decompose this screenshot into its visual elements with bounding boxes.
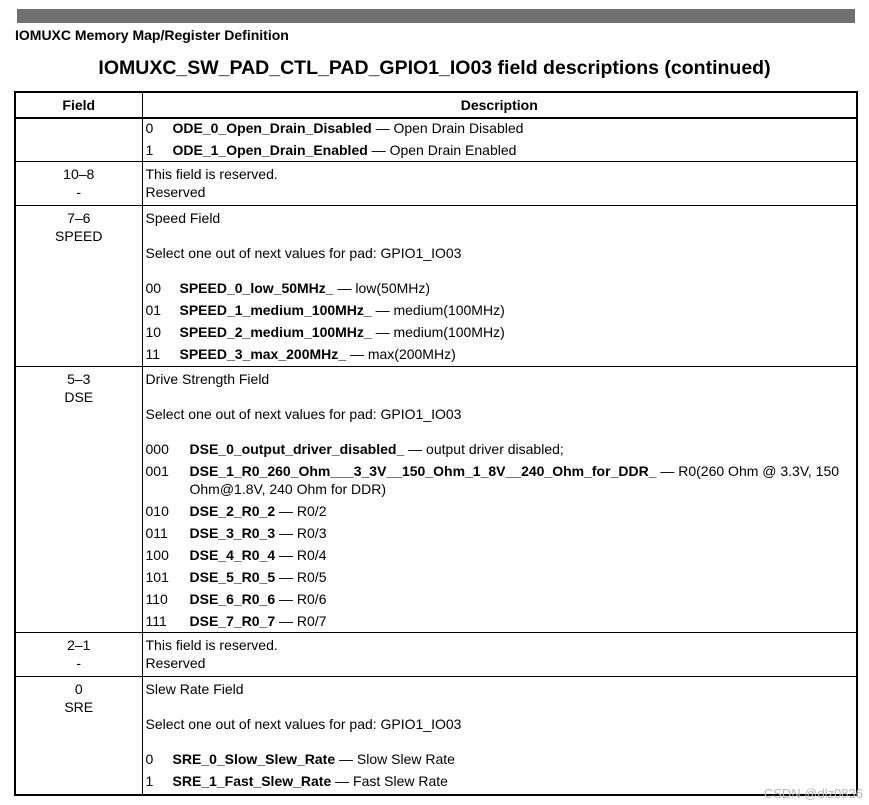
table-row-speed xyxy=(15,206,857,367)
option-separator: — xyxy=(331,773,354,789)
option-row xyxy=(146,546,853,564)
header-bar xyxy=(17,9,855,23)
option-row xyxy=(146,345,853,363)
section-title: IOMUXC Memory Map/Register Definition xyxy=(15,27,289,43)
field-title: Drive Strength Field xyxy=(145,371,270,387)
option-meaning: R0/5 xyxy=(296,569,327,585)
description-cell xyxy=(142,677,857,795)
option-code: 1 xyxy=(145,142,154,158)
option-row xyxy=(146,141,853,159)
option-name: ODE_1_Open_Drain_Enabled xyxy=(172,142,368,158)
option-row xyxy=(146,323,853,341)
option-code: 110 xyxy=(145,591,168,607)
column-header-field: Field xyxy=(15,92,142,118)
option-meaning: R0/2 xyxy=(296,503,327,519)
option-separator: — xyxy=(335,751,357,767)
option-code: 001 xyxy=(145,463,169,479)
field-descriptions-table xyxy=(14,91,858,796)
option-separator: — xyxy=(404,441,427,457)
option-name: DSE_6_R0_6 xyxy=(189,591,276,607)
option-meaning: Fast Slew Rate xyxy=(353,773,448,789)
option-code: 01 xyxy=(145,302,162,318)
option-code: 100 xyxy=(145,547,169,563)
table-header-row xyxy=(15,92,857,118)
field-name: - xyxy=(76,184,82,200)
field-cell xyxy=(15,118,142,162)
watermark: CSDN @dlz0836 xyxy=(763,786,863,801)
option-code: 00 xyxy=(145,280,162,296)
field-title: Slew Rate Field xyxy=(145,681,244,697)
option-meaning: R0/7 xyxy=(296,613,327,629)
option-name: DSE_3_R0_3 xyxy=(189,525,276,541)
option-row xyxy=(146,119,853,137)
option-separator: — xyxy=(275,569,297,585)
option-code: 010 xyxy=(145,503,169,519)
reserved-label: Reserved xyxy=(145,655,206,671)
option-code: 10 xyxy=(145,324,162,340)
reserved-text: This field is reserved. xyxy=(145,166,278,182)
option-separator: — xyxy=(346,346,368,362)
option-separator: — xyxy=(275,613,297,629)
option-row xyxy=(146,568,853,586)
option-separator: — xyxy=(656,463,679,479)
table-row-sre xyxy=(15,677,857,795)
option-separator: — xyxy=(275,547,297,563)
option-meaning: Open Drain Disabled xyxy=(393,120,524,136)
option-row xyxy=(146,524,853,542)
option-name: SPEED_2_medium_100MHz_ xyxy=(179,324,372,340)
select-text: Select one out of next values for pad: GPIO1_IO03 xyxy=(145,716,462,732)
field-name: DSE xyxy=(64,389,94,405)
field-bits: 0 xyxy=(74,681,83,697)
option-name: DSE_0_output_driver_disabled_ xyxy=(189,441,405,457)
option-code: 11 xyxy=(145,346,161,362)
option-meaning: R0/4 xyxy=(296,547,327,563)
option-row xyxy=(146,462,853,498)
option-separator: — xyxy=(275,525,297,541)
option-row xyxy=(146,502,853,520)
table-row-dse xyxy=(15,367,857,633)
option-name: DSE_5_R0_5 xyxy=(189,569,276,585)
option-separator: — xyxy=(333,280,356,296)
field-cell xyxy=(15,677,142,795)
option-separator: — xyxy=(275,503,297,519)
option-code: 101 xyxy=(145,569,169,585)
option-row xyxy=(146,301,853,319)
option-name: SRE_0_Slow_Slew_Rate xyxy=(172,751,336,767)
option-name: SPEED_0_low_50MHz_ xyxy=(179,280,334,296)
option-name: DSE_1_R0_260_Ohm___3_3V__150_Ohm_1_8V__240_Ohm_for_DDR_ xyxy=(189,463,657,479)
field-title: Speed Field xyxy=(145,210,221,226)
field-bits: 10–8 xyxy=(63,166,95,182)
option-separator: — xyxy=(371,324,394,340)
description-cell xyxy=(142,633,857,677)
field-name: SRE xyxy=(64,699,94,715)
table-row-ode xyxy=(15,118,857,162)
option-separator: — xyxy=(367,142,390,158)
select-text: Select one out of next values for pad: GPIO1_IO03 xyxy=(145,406,462,422)
option-meaning: max(200MHz) xyxy=(367,346,456,362)
option-code: 0 xyxy=(145,751,154,767)
option-meaning: low(50MHz) xyxy=(355,280,431,296)
field-name: SPEED xyxy=(55,228,103,244)
option-row xyxy=(146,772,853,790)
field-bits: 5–3 xyxy=(67,371,91,387)
field-bits: 2–1 xyxy=(67,637,91,653)
option-name: SPEED_1_medium_100MHz_ xyxy=(179,302,372,318)
option-meaning: R0(260 Ohm @ 3.3V, 150 Ohm@1.8V, 240 Ohm for DDR) xyxy=(189,463,840,497)
field-cell xyxy=(15,206,142,367)
option-code: 111 xyxy=(145,613,167,629)
option-name: DSE_7_R0_7 xyxy=(189,613,276,629)
option-row xyxy=(146,279,853,297)
option-code: 000 xyxy=(145,441,169,457)
option-name: DSE_4_R0_4 xyxy=(189,547,276,563)
option-separator: — xyxy=(371,302,394,318)
option-separator: — xyxy=(275,591,297,607)
option-meaning: medium(100MHz) xyxy=(393,302,505,318)
description-cell xyxy=(142,118,857,162)
field-cell xyxy=(15,162,142,206)
option-meaning: R0/3 xyxy=(296,525,327,541)
field-name: - xyxy=(76,655,82,671)
option-name: SRE_1_Fast_Slew_Rate xyxy=(172,773,332,789)
option-row xyxy=(146,440,853,458)
option-meaning: output driver disabled; xyxy=(426,441,564,457)
description-cell xyxy=(142,206,857,367)
column-header-description: Description xyxy=(142,92,857,118)
option-meaning: medium(100MHz) xyxy=(393,324,505,340)
field-cell xyxy=(15,633,142,677)
field-cell xyxy=(15,367,142,633)
option-separator: — xyxy=(371,120,394,136)
option-row xyxy=(146,750,853,768)
table-row-reserved-2-1 xyxy=(15,633,857,677)
option-code: 0 xyxy=(145,120,154,136)
option-row xyxy=(146,612,853,630)
option-name: DSE_2_R0_2 xyxy=(189,503,276,519)
option-code: 011 xyxy=(145,525,168,541)
description-cell xyxy=(142,162,857,206)
option-code: 1 xyxy=(145,773,154,789)
table-title: IOMUXC_SW_PAD_CTL_PAD_GPIO1_IO03 field descriptions (continued) xyxy=(98,57,771,79)
field-bits: 7–6 xyxy=(67,210,91,226)
option-name: SPEED_3_max_200MHz_ xyxy=(179,346,347,362)
description-cell xyxy=(142,367,857,633)
option-meaning: R0/6 xyxy=(296,591,327,607)
reserved-label: Reserved xyxy=(145,184,206,200)
option-meaning: Open Drain Enabled xyxy=(389,142,517,158)
reserved-text: This field is reserved. xyxy=(145,637,278,653)
option-meaning: Slow Slew Rate xyxy=(356,751,455,767)
option-row xyxy=(146,590,853,608)
table-row-reserved-10-8 xyxy=(15,162,857,206)
option-name: ODE_0_Open_Drain_Disabled xyxy=(172,120,372,136)
select-text: Select one out of next values for pad: GPIO1_IO03 xyxy=(145,245,462,261)
